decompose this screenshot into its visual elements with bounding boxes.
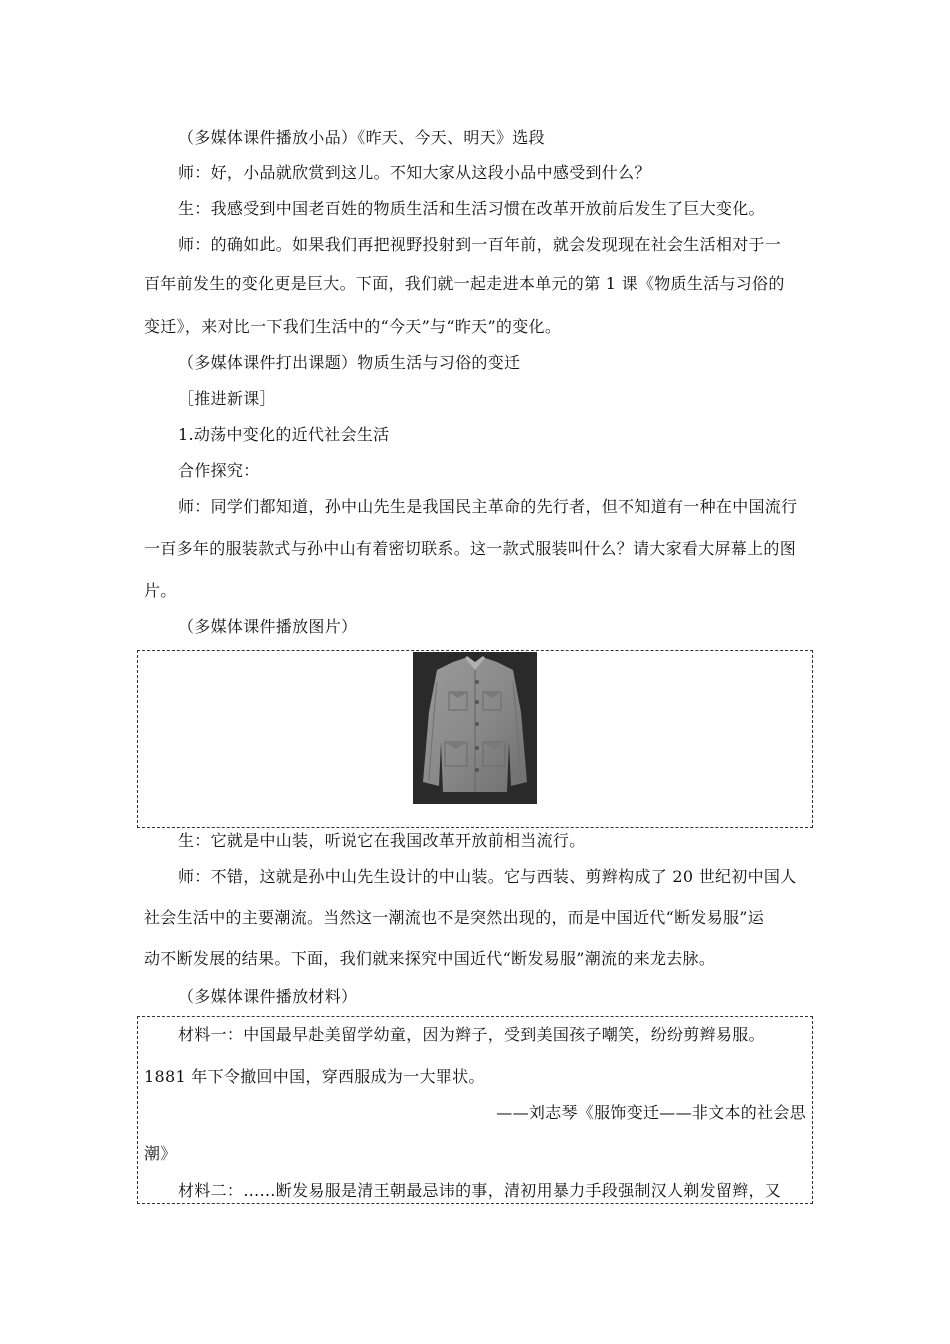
material-text: 材料二：……断发易服是清王朝最忌讳的事，清初用暴力手段强制汉人剃发留辫，又 xyxy=(178,1181,782,1200)
material-source: ——刘志琴《服饰变迁——非文本的社会思 xyxy=(496,1103,806,1122)
paragraph: 一百多年的服装款式与孙中山有着密切联系。这一款式服装叫什么？请大家看大屏幕上的图 xyxy=(144,539,797,558)
paragraph: （多媒体课件播放材料） xyxy=(178,987,358,1006)
paragraph: 片。 xyxy=(144,581,177,600)
paragraph: 社会生活中的主要潮流。当然这一潮流也不是突然出现的，而是中国近代“断发易服”运 xyxy=(144,908,765,927)
section-heading: 1.动荡中变化的近代社会生活 xyxy=(178,425,390,444)
paragraph: （多媒体课件播放小品）《昨天、今天、明天》选段 xyxy=(178,128,545,147)
paragraph: 合作探究： xyxy=(178,461,260,480)
paragraph: 生：它就是中山装，听说它在我国改革开放前相当流行。 xyxy=(178,831,586,850)
paragraph: 师：不错，这就是孙中山先生设计的中山装。它与西装、剪辫构成了 20 世纪初中国人 xyxy=(178,867,797,886)
material-text: 1881 年下令撤回中国，穿西服成为一大罪状。 xyxy=(144,1067,485,1086)
zhongshan-suit-image xyxy=(413,652,537,804)
material-text: 材料一：中国最早赴美留学幼童，因为辫子，受到美国孩子嘲笑，纷纷剪辫易服。 xyxy=(178,1025,765,1044)
paragraph: 师：同学们都知道，孙中山先生是我国民主革命的先行者，但不知道有一种在中国流行 xyxy=(178,497,798,516)
material-source: 潮》 xyxy=(144,1144,177,1163)
paragraph: 师：好，小品就欣赏到这儿。不知大家从这段小品中感受到什么？ xyxy=(178,163,651,182)
paragraph: 动不断发展的结果。下面，我们就来探究中国近代“断发易服”潮流的来龙去脉。 xyxy=(144,949,716,968)
section-heading: ［推进新课］ xyxy=(178,389,276,408)
paragraph: 师：的确如此。如果我们再把视野投射到一百年前，就会发现现在社会生活相对于一 xyxy=(178,235,782,254)
paragraph: （多媒体课件打出课题）物质生活与习俗的变迁 xyxy=(178,353,521,372)
paragraph: 百年前发生的变化更是巨大。下面，我们就一起走进本单元的第 1 课《物质生活与习俗的 xyxy=(144,274,785,293)
paragraph: 生：我感受到中国老百姓的物质生活和生活习惯在改革开放前后发生了巨大变化。 xyxy=(178,199,765,218)
paragraph: （多媒体课件播放图片） xyxy=(178,617,358,636)
jacket-icon xyxy=(413,652,537,804)
paragraph: 变迁》，来对比一下我们生活中的“今天”与“昨天”的变化。 xyxy=(144,317,562,336)
